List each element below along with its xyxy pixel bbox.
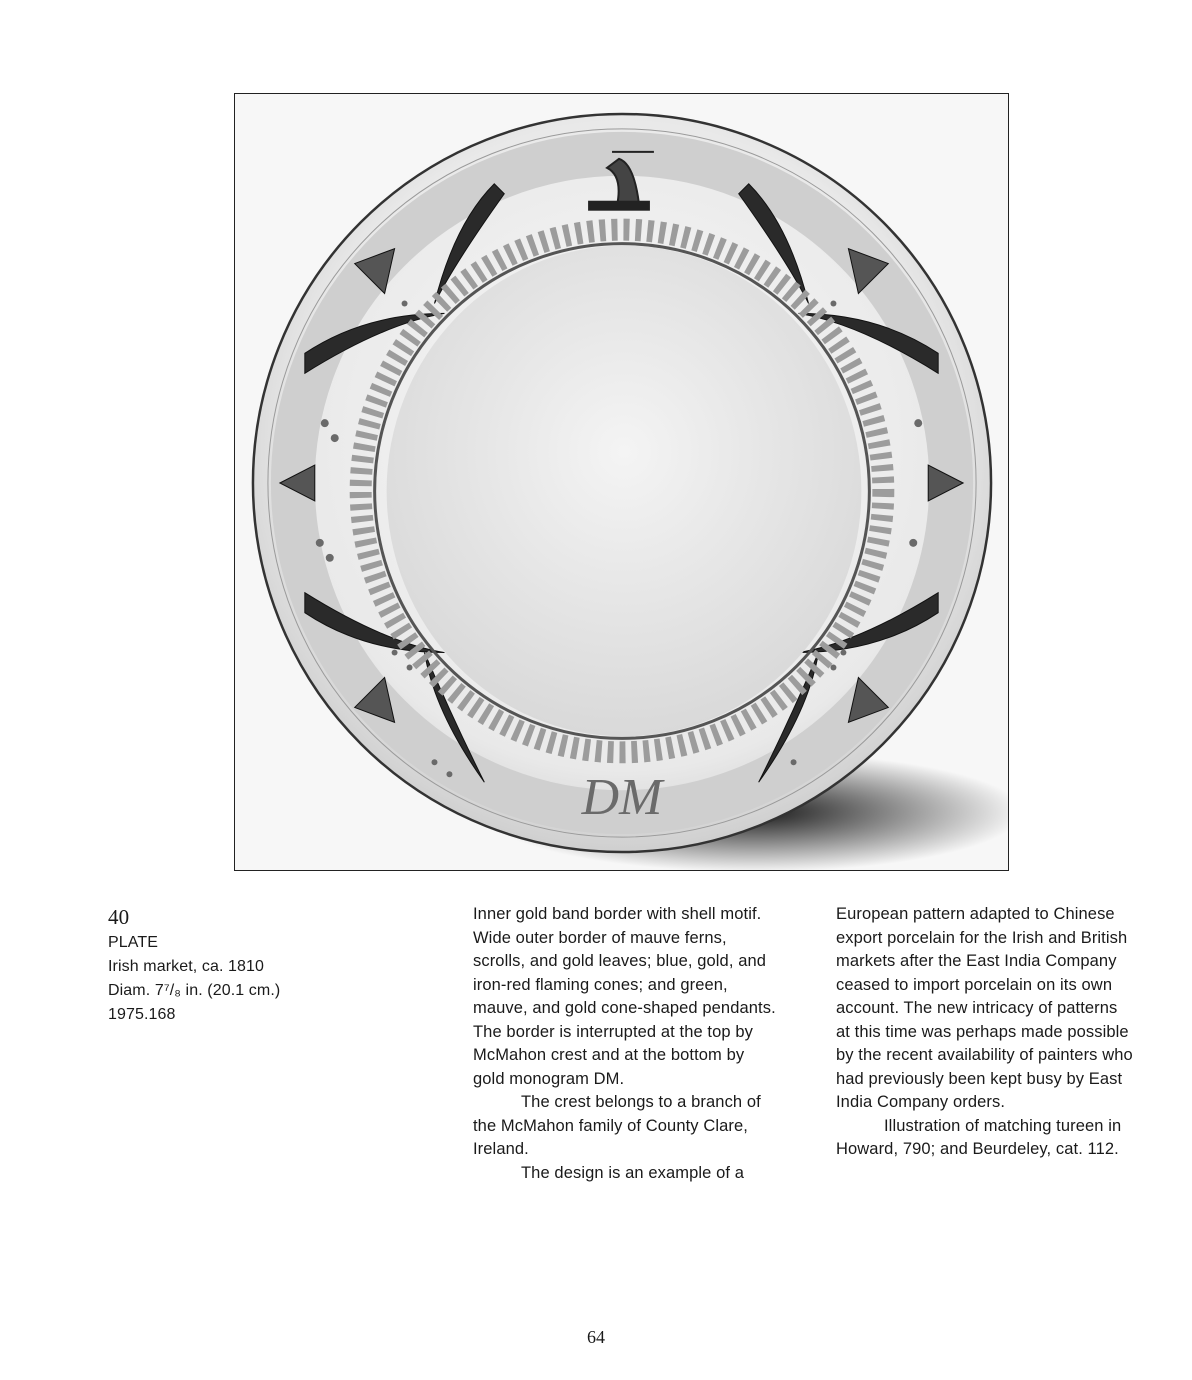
object-market: Irish market, ca. 1810 [108, 958, 265, 975]
plate-illustration [235, 94, 1008, 870]
text-line: at this time was perhaps made possible [836, 1022, 1129, 1041]
text-line: iron-red flaming cones; and green, [473, 975, 728, 994]
text-line: the McMahon family of County Clare, [473, 1116, 748, 1135]
text-line: India Company orders. [836, 1093, 1006, 1111]
design-paragraph [473, 1162, 803, 1186]
text-line: The border is interrupted at the top by [473, 1022, 753, 1041]
crest-paragraph [473, 1091, 803, 1162]
text-line: scrolls, and gold leaves; blue, gold, and [473, 952, 767, 970]
object-dimensions: Diam. 7⁷/₈ in. (20.1 cm.) [108, 982, 281, 999]
catalogue-caption [108, 903, 408, 1027]
text-line: account. The new intricacy of patterns [836, 999, 1118, 1017]
text-line: ceased to import porcelain on its own [836, 975, 1113, 994]
text-line: export porcelain for the Irish and British [836, 928, 1128, 947]
text-line: Illustration of matching tureen in [884, 1116, 1122, 1135]
text-line: The crest belongs to a branch of [521, 1093, 761, 1111]
text-line: had previously been kept busy by East [836, 1069, 1123, 1088]
description-column-2 [836, 903, 1156, 1162]
text-line: by the recent availability of painters who [836, 1046, 1133, 1064]
text-line: The design is an example of a [521, 1163, 745, 1182]
text-line: Howard, 790; and Beurdeley, cat. 112. [836, 1140, 1119, 1158]
object-title: PLATE [108, 934, 158, 951]
history-paragraph [836, 903, 1156, 1115]
references-paragraph [836, 1115, 1156, 1162]
description-column-1 [473, 903, 803, 1185]
plate-well [387, 246, 862, 737]
text-line: gold monogram DM. [473, 1069, 625, 1088]
page-number: 64 [587, 1327, 605, 1347]
plate-photograph [234, 93, 1009, 871]
description-paragraph [473, 903, 803, 1091]
accession-number: 1975.168 [108, 1006, 176, 1023]
text-line: mauve, and gold cone-shaped pendants. [473, 999, 776, 1017]
text-line: Inner gold band border with shell motif. [473, 905, 762, 923]
text-line: European pattern adapted to Chinese [836, 905, 1115, 923]
monogram: DM [581, 769, 663, 827]
text-line: Ireland. [473, 1140, 529, 1158]
text-line: markets after the East India Company [836, 952, 1117, 970]
text-line: Wide outer border of mauve ferns, [473, 928, 727, 947]
catalogue-number: 40 [108, 905, 130, 929]
text-line: McMahon crest and at the bottom by [473, 1046, 745, 1064]
